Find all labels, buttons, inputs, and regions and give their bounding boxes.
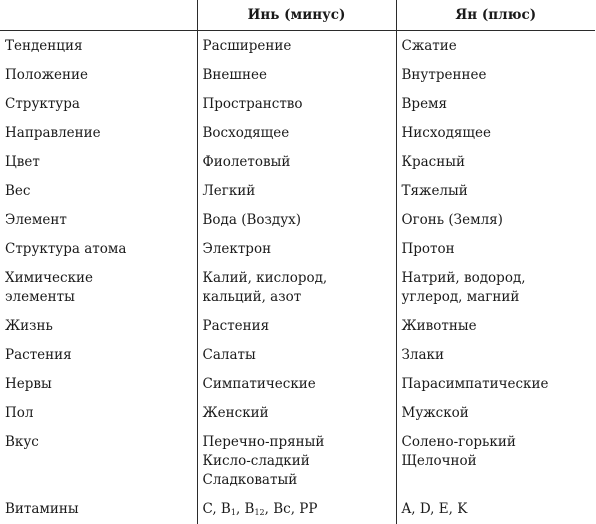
row-label: Вкус (5, 434, 39, 450)
yin-cell: Восходящее (197, 119, 396, 148)
table-row (0, 90, 595, 119)
vitamin-text: , B (235, 501, 255, 517)
yang-cell: Огонь (Земля) (396, 206, 595, 235)
yin-cell: Электрон (197, 235, 396, 264)
yin-cell: Салаты (197, 341, 396, 370)
yang-cell: Красный (396, 148, 595, 177)
yang-cell: A, D, E, K (396, 495, 595, 524)
vitamin-text: , Bc, PP (264, 501, 318, 517)
yang-cell: Внутреннее (396, 61, 595, 90)
table-row (0, 148, 595, 177)
header-row (0, 0, 595, 31)
table-row (0, 61, 595, 90)
yang-cell: Солено-горький Щелочной (396, 428, 595, 495)
header-yin: Инь (минус) (197, 0, 396, 31)
yin-cell: Вода (Воздух) (197, 206, 396, 235)
yin-cell: Симпатические (197, 370, 396, 399)
row-label: Элемент (5, 212, 67, 228)
header-yang: Ян (плюс) (396, 0, 595, 31)
vitamin-text: C, B (202, 501, 231, 517)
yin-cell: Калий, кислород, кальций, азот (197, 264, 396, 312)
table-row (0, 399, 595, 428)
yin-cell: Пространство (197, 90, 396, 119)
yang-cell: Злаки (396, 341, 595, 370)
table-row (0, 312, 595, 341)
yang-cell: Животные (396, 312, 595, 341)
row-label: Положение (5, 67, 88, 83)
yin-cell: Женский (197, 399, 396, 428)
row-label: Структура (5, 96, 80, 112)
yin-cell: Легкий (197, 177, 396, 206)
row-label: Растения (5, 347, 72, 363)
header-empty (0, 0, 197, 31)
table-row (0, 370, 595, 399)
row-label: Жизнь (5, 318, 53, 334)
table-row (0, 206, 595, 235)
yang-cell: Тяжелый (396, 177, 595, 206)
yang-cell: Протон (396, 235, 595, 264)
yang-cell: Натрий, водород, углерод, магний (396, 264, 595, 312)
row-label: Тенденция (5, 38, 83, 54)
yin-cell: Растения (197, 312, 396, 341)
table-row (0, 264, 595, 312)
vitamin-subscript: 1 (230, 508, 236, 517)
yin-cell: Внешнее (197, 61, 396, 90)
table-row (0, 31, 595, 62)
row-label: Вес (5, 183, 31, 199)
yang-cell: Время (396, 90, 595, 119)
table-row (0, 177, 595, 206)
row-label: Цвет (5, 154, 40, 170)
table-row (0, 341, 595, 370)
yin-cell: Перечно-пряный Кисло-сладкий Сладковатый (197, 428, 396, 495)
table-row (0, 119, 595, 148)
row-label: Витамины (5, 501, 79, 517)
row-label: Химические элементы (5, 270, 94, 305)
table-row (0, 235, 595, 264)
yang-cell: Сжатие (396, 31, 595, 62)
yang-cell: Парасимпатические (396, 370, 595, 399)
yin-cell: Расширение (197, 31, 396, 62)
vitamin-subscript: 12 (254, 508, 265, 517)
row-label: Нервы (5, 376, 52, 392)
row-label: Структура атома (5, 241, 127, 257)
table-row (0, 428, 595, 495)
yang-cell: Мужской (396, 399, 595, 428)
yin-cell (197, 495, 396, 524)
yang-cell: Нисходящее (396, 119, 595, 148)
table-row (0, 495, 595, 524)
row-label: Направление (5, 125, 101, 141)
yin-cell: Фиолетовый (197, 148, 396, 177)
row-label: Пол (5, 405, 34, 421)
